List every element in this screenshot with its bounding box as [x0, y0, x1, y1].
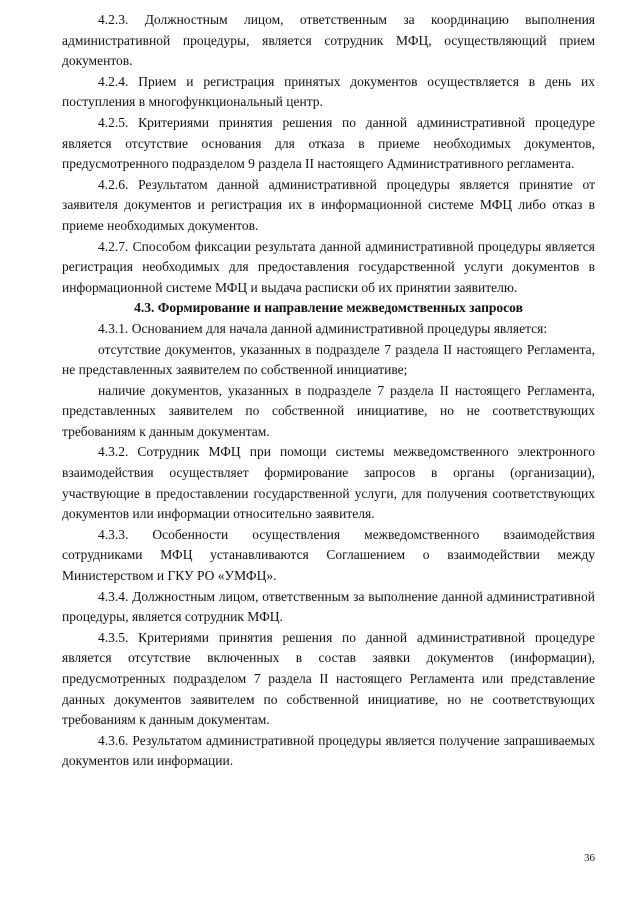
paragraph-4-3-5: 4.3.5. Критериями принятия решения по данной административной процедуре является отсутствие включенных в состав заявки документов (информации), предусмотренных подразделом 7 раздела II настоящего Регламента или представление данных документов заявителем по собственной инициативе, но не соответствующих требованиям к данным документам. — [62, 629, 595, 728]
paragraph-4-3-2: 4.3.2. Сотрудник МФЦ при помощи системы межведомственного электронного взаимодействия осуществляет формирование запросов в органы (организации), участвующие в предоставлении государственной услуги, для получения соответствующих документов или информации относительно заявителя. — [62, 444, 595, 522]
paragraph-4-2-5: 4.2.5. Критериями принятия решения по данной административной процедуре является отсутствие основания для отказа в приеме необходимых документов, предусмотренного подразделом 9 раздела II настоящего Административного регламента. — [62, 114, 595, 172]
paragraph-4-3-3: 4.3.3. Особенности осуществления межведомственного взаимодействия сотрудниками МФЦ устанавливаются Соглашением о взаимодействии между Министерством и ГКУ РО «УМФЦ». — [62, 526, 595, 584]
section-heading-4-3: 4.3. Формирование и направление межведомственных запросов — [134, 300, 523, 316]
paragraph-absence-of-documents: отсутствие документов, указанных в подразделе 7 раздела II настоящего Регламента, не представленных заявителем по собственной инициативе; — [62, 341, 595, 378]
paragraph-4-3-6: 4.3.6. Результатом административной процедуры является получение запрашиваемых документов или информации. — [62, 732, 595, 769]
paragraph-4-3-1: 4.3.1. Основанием для начала данной административной процедуры является: — [98, 320, 548, 336]
document-body — [62, 10, 595, 772]
paragraph-4-2-7: 4.2.7. Способом фиксации результата данной административной процедуры является регистрация необходимых для предоставления государственной услуги документов в информационной системе МФЦ и выдача расписки об их принятии заявителю. — [62, 238, 595, 295]
paragraph-4-2-6: 4.2.6. Результатом данной административной процедуры является принятие от заявителя документов и регистрация их в информационной системе МФЦ либо отказ в приеме необходимых документов. — [62, 176, 595, 233]
paragraph-4-3-4: 4.3.4. Должностным лицом, ответственным за выполнение данной административной процедуры, является сотрудник МФЦ. — [62, 588, 595, 625]
paragraph-presence-of-documents: наличие документов, указанных в подразделе 7 раздела II настоящего Регламента, представленных заявителем по собственной инициативе, но не соответствующих требованиям к данным документам. — [62, 382, 595, 439]
page-number: 36 — [584, 852, 595, 864]
paragraph-4-2-4: 4.2.4. Прием и регистрация принятых документов осуществляется в день их поступления в многофункциональный центр. — [62, 73, 595, 110]
paragraph-4-2-3: 4.2.3. Должностным лицом, ответственным за координацию выполнения административной процедуры, является сотрудник МФЦ, осуществляющий прием документов. — [62, 12, 595, 69]
